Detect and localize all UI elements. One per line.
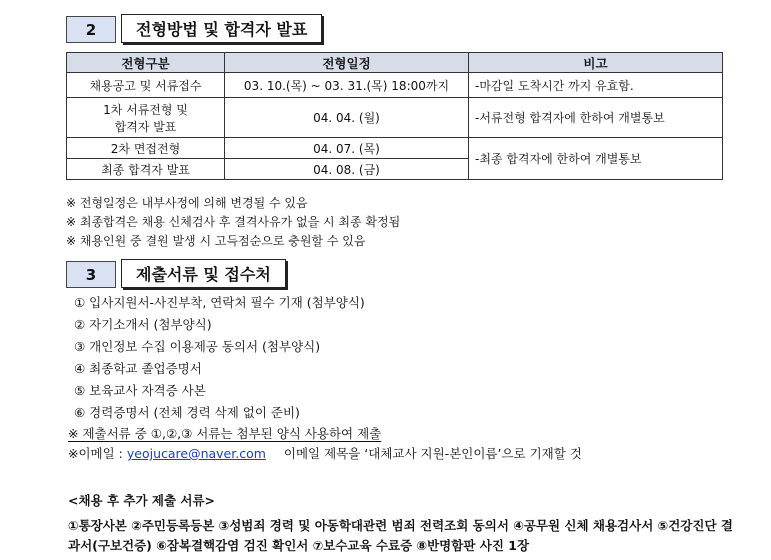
table-cell: 최종 합격자 발표 — [67, 159, 225, 180]
section-title: 전형방법 및 합격자 발표 — [121, 14, 322, 43]
email-prefix: ※이메일 : — [68, 446, 127, 461]
document-item: ② 자기소개서 (첨부양식) — [74, 317, 212, 332]
note-line: ※ 전형일정은 내부사정에 의해 변경될 수 있음 — [66, 196, 308, 210]
email-instruction: 이메일 제목을 ‘대체교사 지원-본인이름’으로 기재할 것 — [283, 446, 582, 461]
table-cell: 04. 04. (월) — [225, 98, 469, 138]
schedule-table — [66, 52, 723, 180]
form-usage-note: ※ 제출서류 중 ①,②,③ 서류는 첨부된 양식 사용하여 제출 — [68, 426, 382, 441]
note-line: ※ 최종합격은 채용 신체검사 후 결격사유가 없을 시 최종 확정됨 — [66, 215, 401, 229]
table-cell — [67, 98, 225, 138]
section-number: 3 — [66, 261, 116, 288]
table-cell: 채용공고 및 서류접수 — [67, 73, 225, 98]
column-header: 비고 — [469, 53, 723, 73]
extra-documents-list: ①통장사본 ②주민등록등본 ③성범죄 경력 및 아동학대관련 범죄 전력조회 동의서 ④공무원 신체 채용검사서 ⑤건강진단 결과서(구보건증) ⑥잠복결핵감염 검진 확인서 ⑦보수교육 수료증 ⑧반명함판 사진 1장 — [68, 518, 733, 553]
document-item: ⑤ 보육교사 자격증 사본 — [74, 383, 206, 398]
section-2-header — [66, 14, 322, 43]
table-header-row — [67, 53, 723, 73]
email-line — [68, 444, 582, 462]
document-item: ③ 개인정보 수집 이용제공 동의서 (첨부양식) — [74, 339, 321, 354]
table-cell: 03. 10.(목) ~ 03. 31.(목) 18:00까지 — [225, 73, 469, 98]
extra-documents-heading: <채용 후 추가 제출 서류> — [68, 493, 216, 508]
section-number: 2 — [66, 16, 116, 43]
table-cell: -마감일 도착시간 까지 유효함. — [469, 73, 723, 98]
note-line: ※ 채용인원 중 결원 발생 시 고득점순으로 충원할 수 있음 — [66, 234, 366, 248]
document-item: ⑥ 경력증명서 (전체 경력 삭제 없이 준비) — [74, 405, 300, 420]
table-row — [67, 98, 723, 138]
table-row — [67, 73, 723, 98]
document-item: ① 입사지원서-사진부착, 연락처 필수 기재 (첨부양식) — [74, 295, 365, 310]
table-cell: 04. 07. (목) — [225, 138, 469, 159]
column-header: 전형일정 — [225, 53, 469, 73]
table-cell: 2차 면접전형 — [67, 138, 225, 159]
column-header: 전형구분 — [67, 53, 225, 73]
table-cell: 04. 08. (금) — [225, 159, 469, 180]
section-title: 제출서류 및 접수처 — [121, 259, 286, 288]
table-row — [67, 138, 723, 159]
cell-line: 1차 서류전형 및 — [103, 102, 188, 117]
table-cell: -서류전형 합격자에 한하여 개별통보 — [469, 98, 723, 138]
document-item: ④ 최종학교 졸업증명서 — [74, 361, 202, 376]
email-link[interactable]: yeojucare@naver.com — [126, 446, 266, 461]
table-cell: -최종 합격자에 한하여 개별통보 — [469, 138, 723, 180]
section-3-header — [66, 259, 286, 288]
cell-line: 합격자 발표 — [114, 119, 177, 134]
